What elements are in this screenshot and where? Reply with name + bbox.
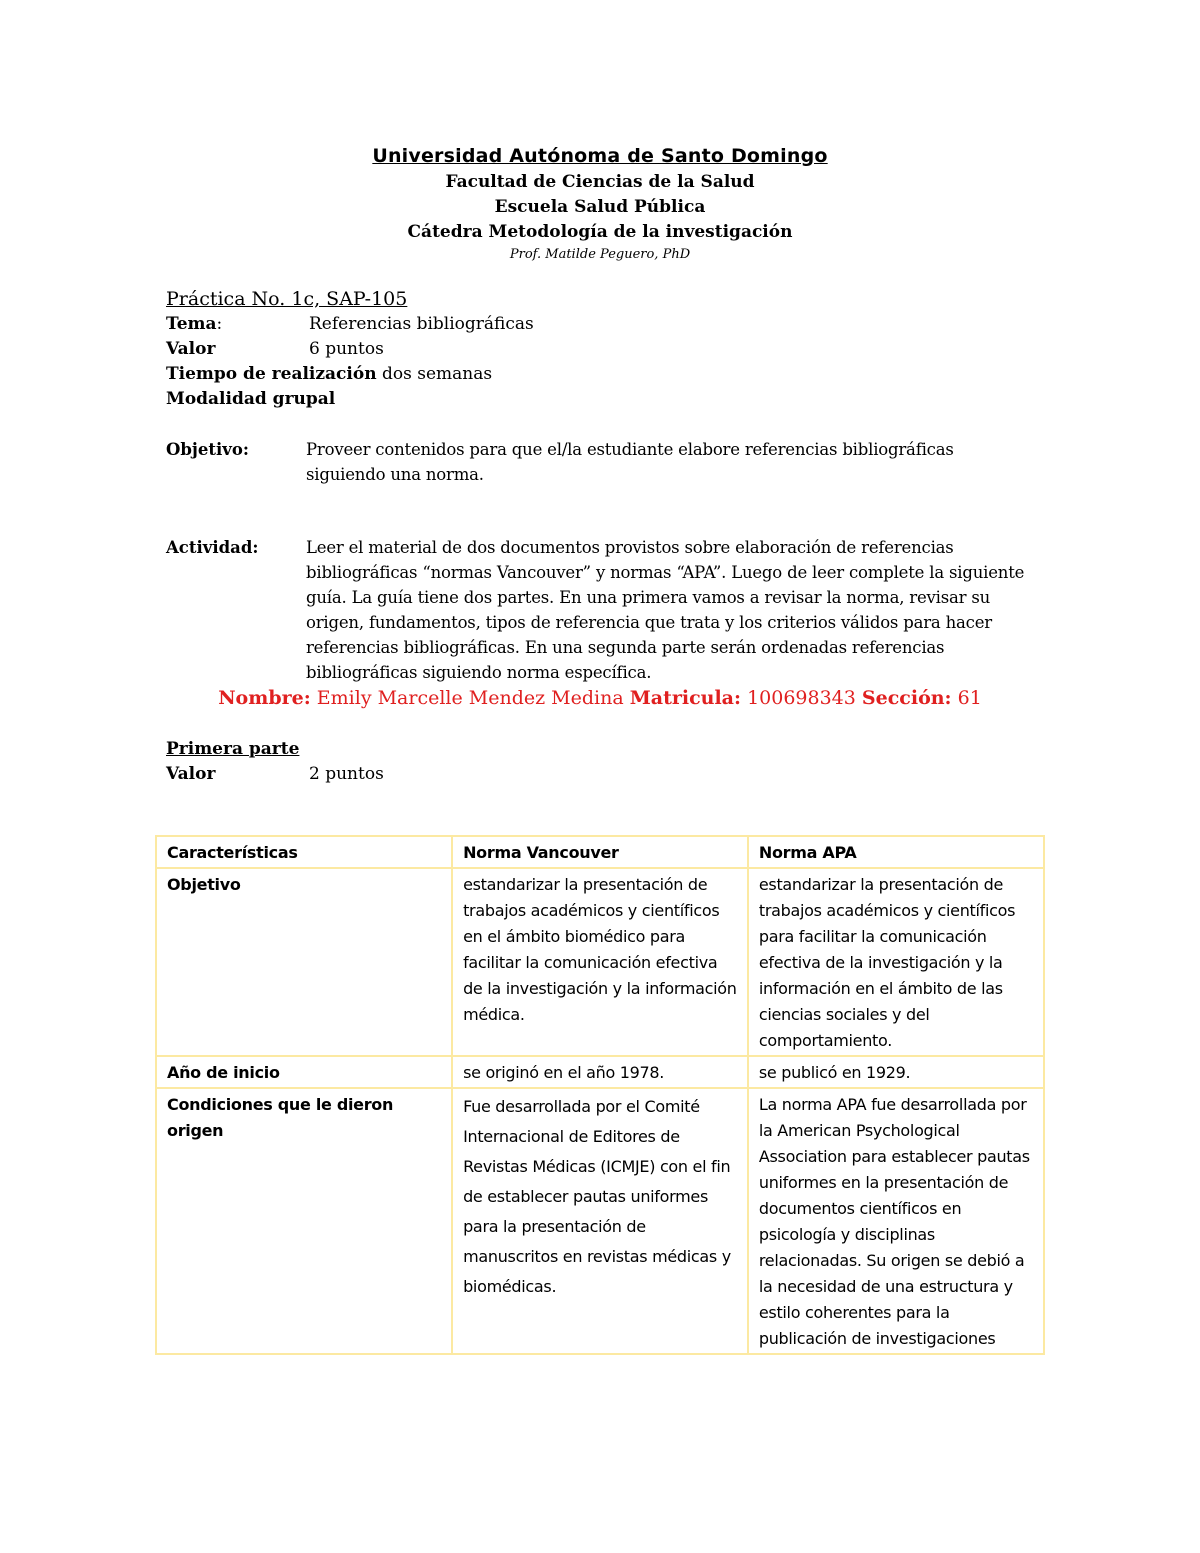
actividad-label: Actividad: <box>166 538 259 557</box>
cell-apa: estandarizar la presentación de trabajos académicos y científicos para facilitar la comunicación efectiva de la investigación y la información en el ámbito de las ciencias sociales y del comportamiento. <box>748 868 1044 1056</box>
primera-valor-row <box>166 762 384 787</box>
nombre-value: Emily Marcelle Mendez Medina <box>316 687 624 709</box>
faculty-name: Facultad de Ciencias de la Salud <box>445 172 755 192</box>
cell-apa: La norma APA fue desarrollada por la American Psychological Association para establecer pautas uniformes en la presentación de documentos científicos en psicología y disciplinas relacionadas. Su origen se debió a la necesidad de una estructura y estilo coherentes para la publicación de investigaciones <box>748 1088 1044 1354</box>
row-key: Objetivo <box>156 868 452 1056</box>
valor-value: 6 puntos <box>309 339 384 359</box>
cell-vancouver: estandarizar la presentación de trabajos académicos y científicos en el ámbito biomédico para facilitar la comunicación efectiva de la investigación y la información médica. <box>452 868 748 1056</box>
chair-name: Cátedra Metodología de la investigación <box>407 222 793 242</box>
primera-parte-title: Primera parte <box>166 739 300 759</box>
valor-row <box>166 337 1046 362</box>
tema-label <box>166 312 309 337</box>
primera-parte-section <box>166 736 384 787</box>
student-line <box>0 684 1200 712</box>
matricula-value: 100698343 <box>747 687 856 709</box>
professor-name: Prof. Matilde Peguero, PhD <box>509 247 691 262</box>
header-caracteristicas: Características <box>156 836 452 868</box>
valor-label: Valor <box>166 339 216 359</box>
cell-apa: se publicó en 1929. <box>748 1056 1044 1088</box>
objetivo-text: Proveer contenidos para que el/la estudiante elabore referencias bibliográficas siguiendo una norma. <box>306 440 954 484</box>
school-name: Escuela Salud Pública <box>494 197 706 217</box>
tema-row <box>166 312 1046 337</box>
row-key: Condiciones que le dieron origen <box>156 1088 452 1354</box>
university-name: Universidad Autónoma de Santo Domingo <box>372 145 828 167</box>
objetivo-label: Objetivo: <box>166 440 249 459</box>
practice-info <box>166 286 1046 412</box>
tiempo-value: dos semanas <box>381 364 493 384</box>
table-row <box>156 1088 1044 1354</box>
tiempo-label: Tiempo de realización <box>166 364 377 384</box>
actividad-text: Leer el material de dos documentos provistos sobre elaboración de referencias bibliográficas “normas Vancouver” y normas “APA”. Luego de leer complete la siguiente guía. La guía tiene dos partes. En una primera vamos a revisar la norma, revisar su origen, fundamentos, tipos de referencia que trata y los criterios válidos para hacer referencias bibliográficas. En una segunda parte serán ordenadas referencias bibliográficas siguiendo norma específica. <box>306 538 1025 682</box>
objetivo-section <box>166 437 1046 487</box>
comparison-table <box>155 835 1045 1355</box>
header-apa: Norma APA <box>748 836 1044 868</box>
document-header <box>0 142 1200 265</box>
table-header-row <box>156 836 1044 868</box>
tema-value: Referencias bibliográficas <box>309 314 534 334</box>
table-row <box>156 868 1044 1056</box>
cell-vancouver: se originó en el año 1978. <box>452 1056 748 1088</box>
matricula-label: Matricula: <box>629 687 742 709</box>
row-key: Año de inicio <box>156 1056 452 1088</box>
seccion-value: 61 <box>957 687 982 709</box>
nombre-label: Nombre: <box>218 687 311 709</box>
seccion-label: Sección: <box>861 687 952 709</box>
primera-valor-label: Valor <box>166 764 216 784</box>
modalidad-row <box>166 387 1046 412</box>
primera-valor-value: 2 puntos <box>309 764 384 784</box>
modalidad-label: Modalidad grupal <box>166 389 336 409</box>
tiempo-row <box>166 362 1046 387</box>
tema-label-text: Tema <box>166 314 217 334</box>
table-row <box>156 1056 1044 1088</box>
header-vancouver: Norma Vancouver <box>452 836 748 868</box>
practice-title: Práctica No. 1c, SAP-105 <box>166 288 408 310</box>
actividad-section <box>166 535 1046 685</box>
cell-vancouver: Fue desarrollada por el Comité Internacional de Editores de Revistas Médicas (ICMJE) con el fin de establecer pautas uniformes para la presentación de manuscritos en revistas médicas y biomédicas. <box>452 1088 748 1354</box>
tema-colon: : <box>216 314 223 334</box>
